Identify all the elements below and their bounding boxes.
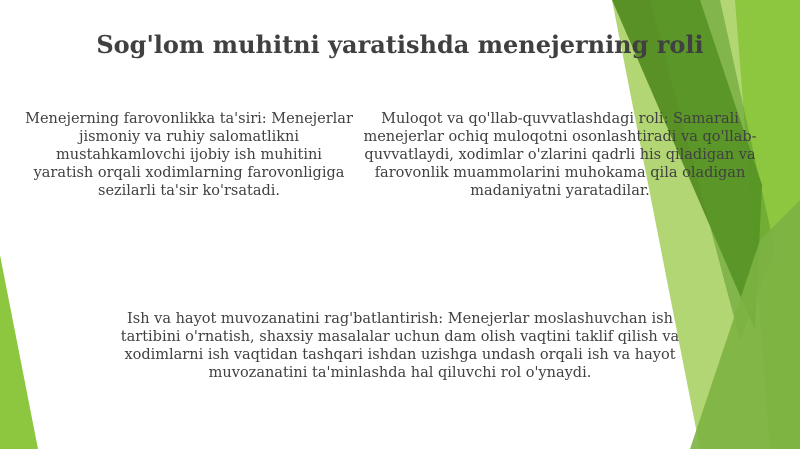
green-shape-bottom-left (0, 255, 38, 449)
text-block-communication-role: Muloqot va qo'llab-quvvatlashdagi roli: Samarali menejerlar ochiq muloqotni osonlashtiradi va qo'llab-quvvatlaydi, xodimlar o'zlarini qadrli his qiladigan va farovonlik muammolarini muhokama qila oladigan madaniyatni yaratadilar. (363, 111, 757, 199)
text-block-work-life-balance: Ish va hayot muvozanatini rag'batlantirish: Menejerlar moslashuvchan ish tartibini o'rnatish, shaxsiy masalalar uchun dam olish vaqtini taklif qilish va xodimlarni ish vaqtidan tashqari ishdan uzishga undash orqali ish va hayot muvozanatini ta'minlashda hal qiluvchi rol o'ynaydi. (120, 311, 680, 381)
slide-title: Sog'lom muhitni yaratishda menejerning roli (96, 30, 704, 59)
text-block-wellbeing-impact: Menejerning farovonlikka ta'siri: Menejerlar jismoniy va ruhiy salomatlikni mustahkamlovchi ijobiy ish muhitini yaratish orqali xodimlarning farovonligiga sezilarli ta'sir ko'rsatadi. (25, 111, 353, 199)
